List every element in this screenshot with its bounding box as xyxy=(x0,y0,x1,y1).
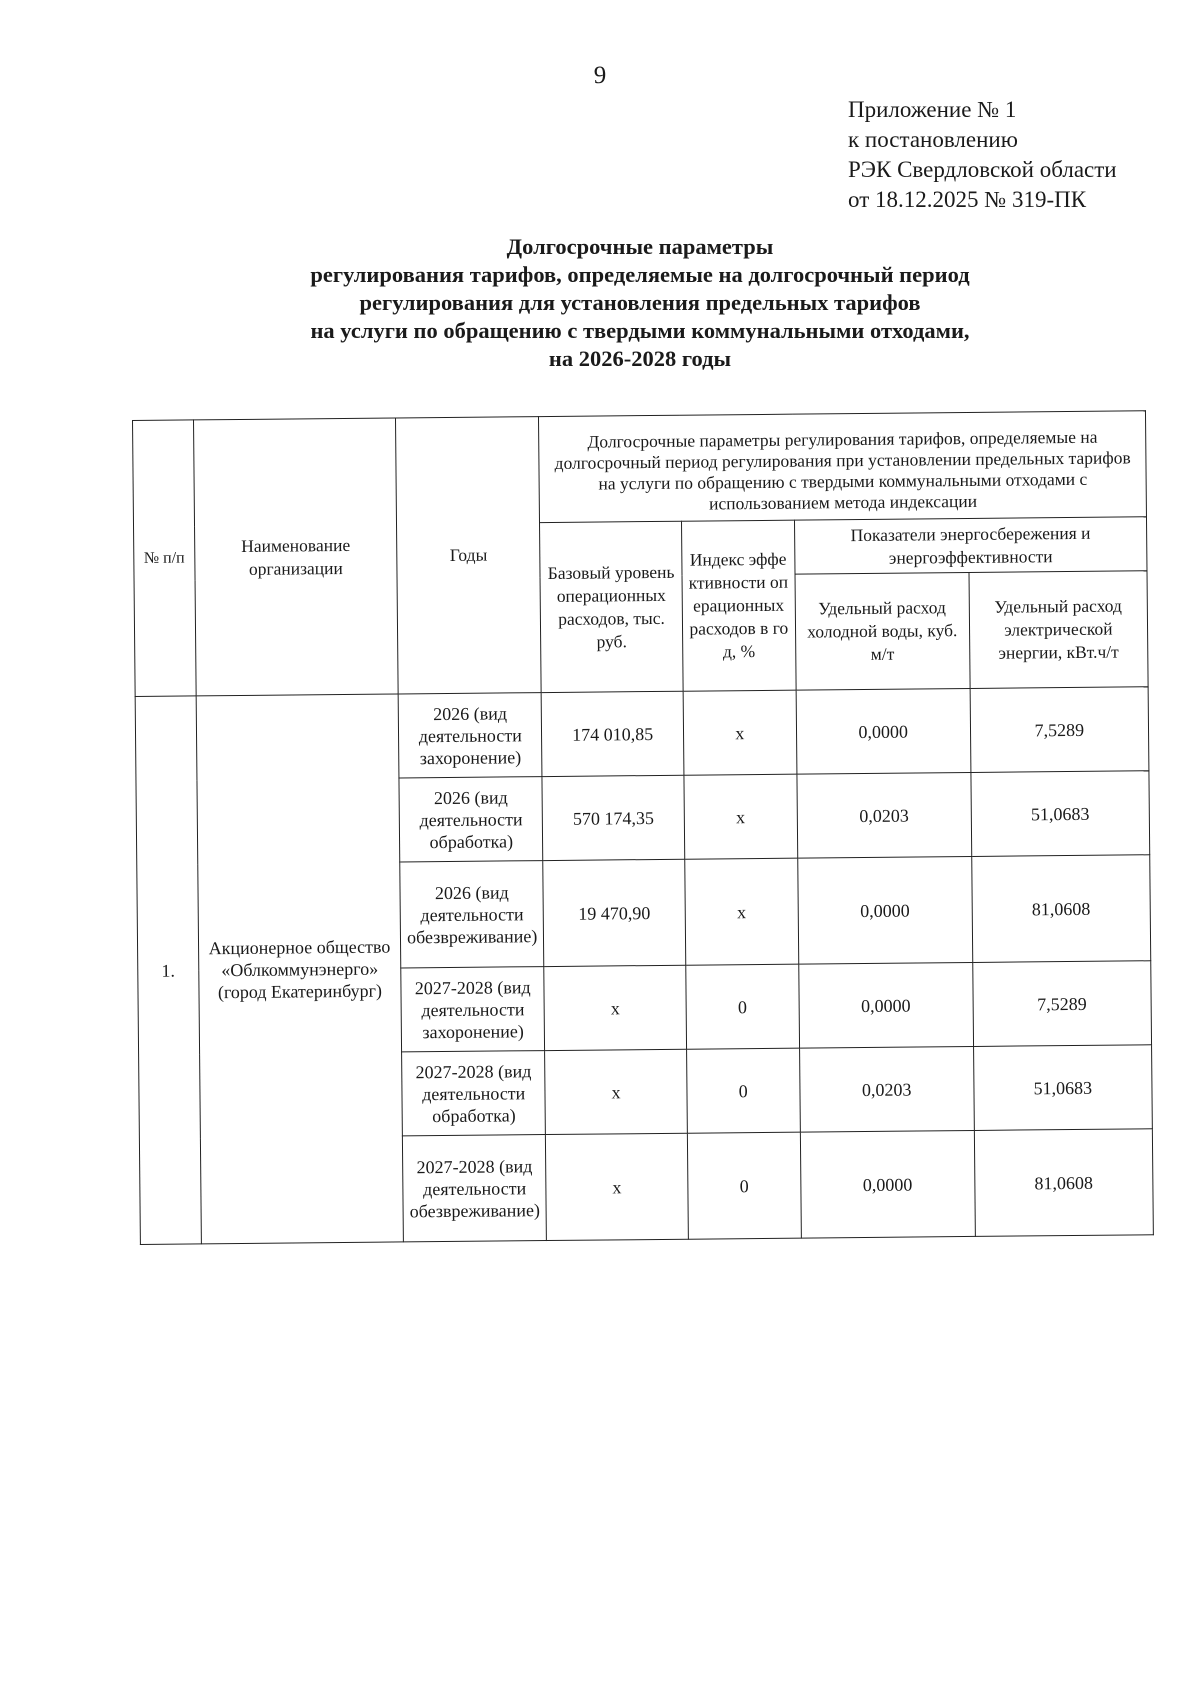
header-electric: Удельный расход электрической энергии, кВт.ч/т xyxy=(969,571,1148,689)
header-base: Базовый уровень операционных расходов, тыс. руб. xyxy=(540,521,683,692)
electric-cell: 81,0608 xyxy=(971,855,1150,963)
appendix-line: Приложение № 1 xyxy=(848,97,1017,122)
year-cell: 2027-2028 (вид деятельности захоронение) xyxy=(401,967,545,1052)
water-cell: 0,0000 xyxy=(798,856,973,964)
electric-cell: 81,0608 xyxy=(974,1129,1153,1237)
base-cell: x xyxy=(545,1049,687,1134)
index-cell: 0 xyxy=(687,1132,801,1239)
appendix-line: от 18.12.2025 № 319-ПК xyxy=(848,187,1087,212)
tariff-parameters-table xyxy=(132,410,1154,1245)
index-cell: x xyxy=(684,858,798,965)
base-cell: 19 470,90 xyxy=(543,859,685,966)
title-line: регулирования для установления предельных тарифов xyxy=(359,290,921,315)
page-number: 9 xyxy=(593,62,607,89)
water-cell: 0,0203 xyxy=(797,772,972,858)
index-cell: 0 xyxy=(686,964,800,1049)
water-cell: 0,0000 xyxy=(800,1130,975,1238)
row-number: 1. xyxy=(135,696,201,1245)
electric-cell: 7,5289 xyxy=(970,687,1149,773)
base-cell: 570 174,35 xyxy=(542,775,684,860)
header-index: Индекс эффективности операционных расходов в год, % xyxy=(681,520,796,691)
header-water: Удельный расход холодной воды, куб. м/т xyxy=(795,572,970,690)
index-cell: x xyxy=(683,690,797,775)
header-group: Долгосрочные параметры регулирования тарифов, определяемые на долгосрочный период регулирования при установлении предельных тарифов на услуги по обращению с твердыми коммунальными отходами с использованием метода индексации xyxy=(539,411,1147,523)
electric-cell: 51,0683 xyxy=(973,1045,1152,1131)
table-row xyxy=(135,687,1149,781)
water-cell: 0,0000 xyxy=(796,688,971,774)
appendix-line: к постановлению xyxy=(848,127,1018,152)
water-cell: 0,0203 xyxy=(799,1046,974,1132)
water-cell: 0,0000 xyxy=(799,962,974,1048)
header-org: Наименование организации xyxy=(193,418,398,696)
index-cell: x xyxy=(684,774,798,859)
header-num: № п/п xyxy=(133,420,197,697)
title-line: регулирования тарифов, определяемые на долгосрочный период xyxy=(310,262,970,287)
electric-cell: 51,0683 xyxy=(971,771,1150,857)
organization-name: Акционерное общество «Облкоммунэнерго» (город Екатеринбург) xyxy=(196,694,403,1244)
base-cell: 174 010,85 xyxy=(542,691,684,776)
base-cell: x xyxy=(546,1133,688,1240)
year-cell: 2026 (вид деятельности обработка) xyxy=(399,777,543,862)
appendix-line: РЭК Свердловской области xyxy=(848,157,1117,182)
header-years: Годы xyxy=(396,417,542,694)
title-line: на услуги по обращению с твердыми коммунальными отходами, xyxy=(310,318,970,343)
title-line: на 2026-2028 годы xyxy=(548,346,732,371)
year-cell: 2026 (вид деятельности захоронение) xyxy=(398,693,542,778)
index-cell: 0 xyxy=(686,1048,800,1133)
title-line: Долгосрочные параметры xyxy=(506,234,774,259)
appendix-block xyxy=(848,95,1117,215)
electric-cell: 7,5289 xyxy=(972,961,1151,1047)
document-title xyxy=(130,233,1150,373)
year-cell: 2027-2028 (вид деятельности обработка) xyxy=(402,1051,546,1136)
year-cell: 2026 (вид деятельности обезвреживание) xyxy=(400,861,544,968)
year-cell: 2027-2028 (вид деятельности обезвреживание) xyxy=(402,1135,546,1242)
header-energy: Показатели энергосбережения и энергоэффективности xyxy=(794,517,1147,574)
base-cell: x xyxy=(544,965,686,1050)
